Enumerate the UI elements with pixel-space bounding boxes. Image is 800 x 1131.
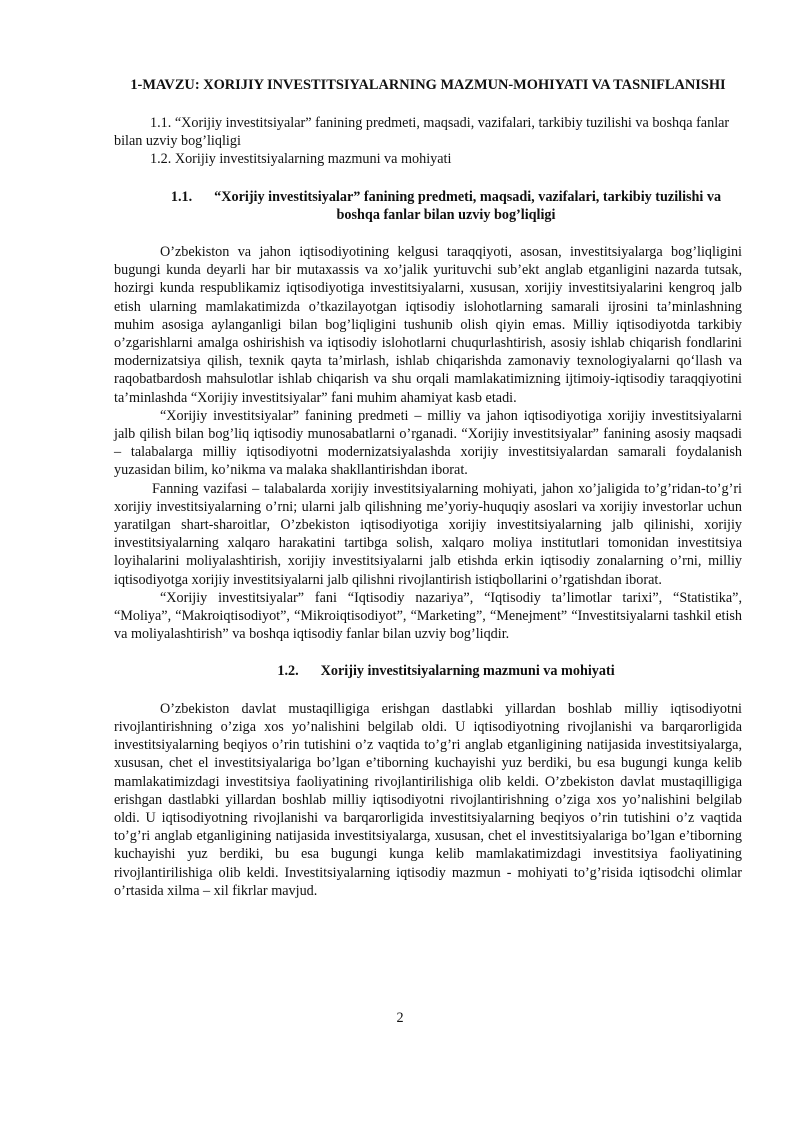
section-heading-1-2 <box>114 662 742 680</box>
paragraph: O’zbekiston va jahon iqtisodiyotining kelgusi taraqqiyoti, asosan, investitsiyalarga bog’liqligini bugungi kunda deyarli har bir mutaxassis va xo’jalik yurituvchi sub’ekt anglab etganligini nazarda tutsak, hozirgi kunda respublikamiz iqtisodiyotiga investitsiyalarni, xususan, xorijiy investitsiyalarini kengroq jalb etish ularning mamlakatimizda o’tkazilayotgan iqtisodiy islohotlarning samarali ijrosini ta’minlashning muhim asosiga aylanganligi bilan bog’liqligini tushunib olish qiyin emas. Milliy iqtisodiyotda tarkibiy o’zgarishlarni amalga oshirishish va iqtisodiy islohotlarni chuqurlashtirish, asosiy ishlab chiqarish fondlarini modernizatsiya qilish, texnik qayta ta’mirlash, ishlab chiqarishda zamonaviy texnologiyalarni qo‘llash va raqobatbardosh mahsulotlar ishlab chiqarish va shu orqali mamlakatimizning ijtimoiy-iqtisodiy taraqqiyotini ta’minlashda “Xorijiy investitsiyalar” fani muhim ahamiyat kasb etadi. <box>114 244 742 406</box>
section-number: 1.1. <box>170 188 193 205</box>
document-page <box>114 76 742 900</box>
paragraph: “Xorijiy investitsiyalar” fani “Iqtisodiy nazariya”, “Iqtisodiy ta’limotlar tarixi”, “Statistika”, “Moliya”, “Makroiqtisodiyot”, “Mikroiqtisodiyot”, “Marketing”, “Menejment” “Investitsiyalarni tashkil etish va moliyalashtirish” va boshqa iqtisodiy fanlar bilan uzviy bog’liqdir. <box>114 589 742 643</box>
section-heading-1-1 <box>114 188 742 224</box>
document-title: 1-MAVZU: XORIJIY INVESTITSIYALARNING MAZMUN-MOHIYATI VA TASNIFLANISHI <box>130 77 726 93</box>
toc-item-1: 1.1. “Xorijiy investitsiyalar” fanining predmeti, maqsadi, vazifalari, tarkibiy tuzilishi va boshqa fanlar bilan uzviy bog’liqligi <box>114 115 730 150</box>
toc-item-2: 1.2. Xorijiy investitsiyalarning mazmuni va mohiyati <box>150 151 452 168</box>
section-title: Xorijiy investitsiyalarning mazmuni va mohiyati <box>320 663 615 680</box>
section-number: 1.2. <box>277 663 299 680</box>
paragraph: Fanning vazifasi – talabalarda xorijiy investitsiyalarning mohiyati, jahon xo’jaligida to’g’ridan-to’g’ri xorijiy investitsiyalarning o’rni; ularni jalb qilishning me’yoriy-huquqiy asoslari va xorijiy investorlar uchun yaratilgan shart-sharoitlar, O’zbekiston iqtisodiyotiga xorijiy investitsiyalarning jalb qilinishi, xorijiy investitsiyalarning xalqaro harakatini tartibga solish, xalqaro moliya institutlari tomonidan investitsiya loyihalarini moliyalashtirish, xorijiy investitsiyalarni jalb etishda erkin iqtisodiy zonalarning o’rni, milliy iqtisodiyotga xorijiy investitsiyalarni jalb qilishni rivojlantirish istiqbollarini o’rgatishdan iborat. <box>114 480 742 588</box>
page-number: 2 <box>396 1010 404 1026</box>
paragraph: O’zbekiston davlat mustaqilligiga erishgan dastlabki yillardan boshlab milliy iqtisodiyotni rivojlantirishning o’ziga xos yo’nalishini belgilab oldi. U iqtisodiyotning rivojlanishi va barqarorligida investitsiyalarning beqiyos o’rin tutishini o’z vaqtida to’g’ri anglab etganligining natijasida investitsiyalarga, xususan, chet el investitsiyalariga bo’lgan e’tiborning kuchayishi yuz berdiki, bu esa bugungi kunga kelib mamlakatimizdagi investitsiya faoliyatining rivojlantirilishiga olib keldi. O’zbekiston davlat mustaqilligiga erishgan dastlabki yillardan boshlab milliy iqtisodiyotni rivojlantirishning o’ziga xos yo’nalishini belgilab oldi. U iqtisodiyotning rivojlanishi va barqarorligida investitsiyalarning beqiyos o’rin tutishini o’z vaqtida to’g’ri anglab etganligining natijasida investitsiyalarga, xususan, chet el investitsiyalariga bo’lgan e’tiborning kuchayishi yuz berdiki, bu esa bugungi kunga kelib mamlakatimizdagi investitsiya faoliyatining rivojlantirilishiga olib keldi. Investitsiyalarning iqtisodiy mazmun - mohiyati to’g’risida iqtisodchi olimlar o’rtasida xilma – xil fikrlar mavjud. <box>114 700 742 899</box>
paragraph: “Xorijiy investitsiyalar” fanining predmeti – milliy va jahon iqtisodiyotiga xorijiy investitsiyalarni jalb qilish bilan bog’liq iqtisodiy munosabatlarni o’rganadi. “Xorijiy investitsiyalar” fanining asosiy maqsadi – talabalarga milliy iqtisodiyotni modernizatsiyalashda xorijiy investitsiyalardan samarali foydalanish yuzasidan bilim, ko’nikma va malaka shakllantirishdan iborat. <box>114 407 742 479</box>
section-title: “Xorijiy investitsiyalar” fanining predmeti, maqsadi, vazifalari, tarkibiy tuzilishi va boshqa fanlar bilan uzviy bog’liqligi <box>214 188 722 223</box>
